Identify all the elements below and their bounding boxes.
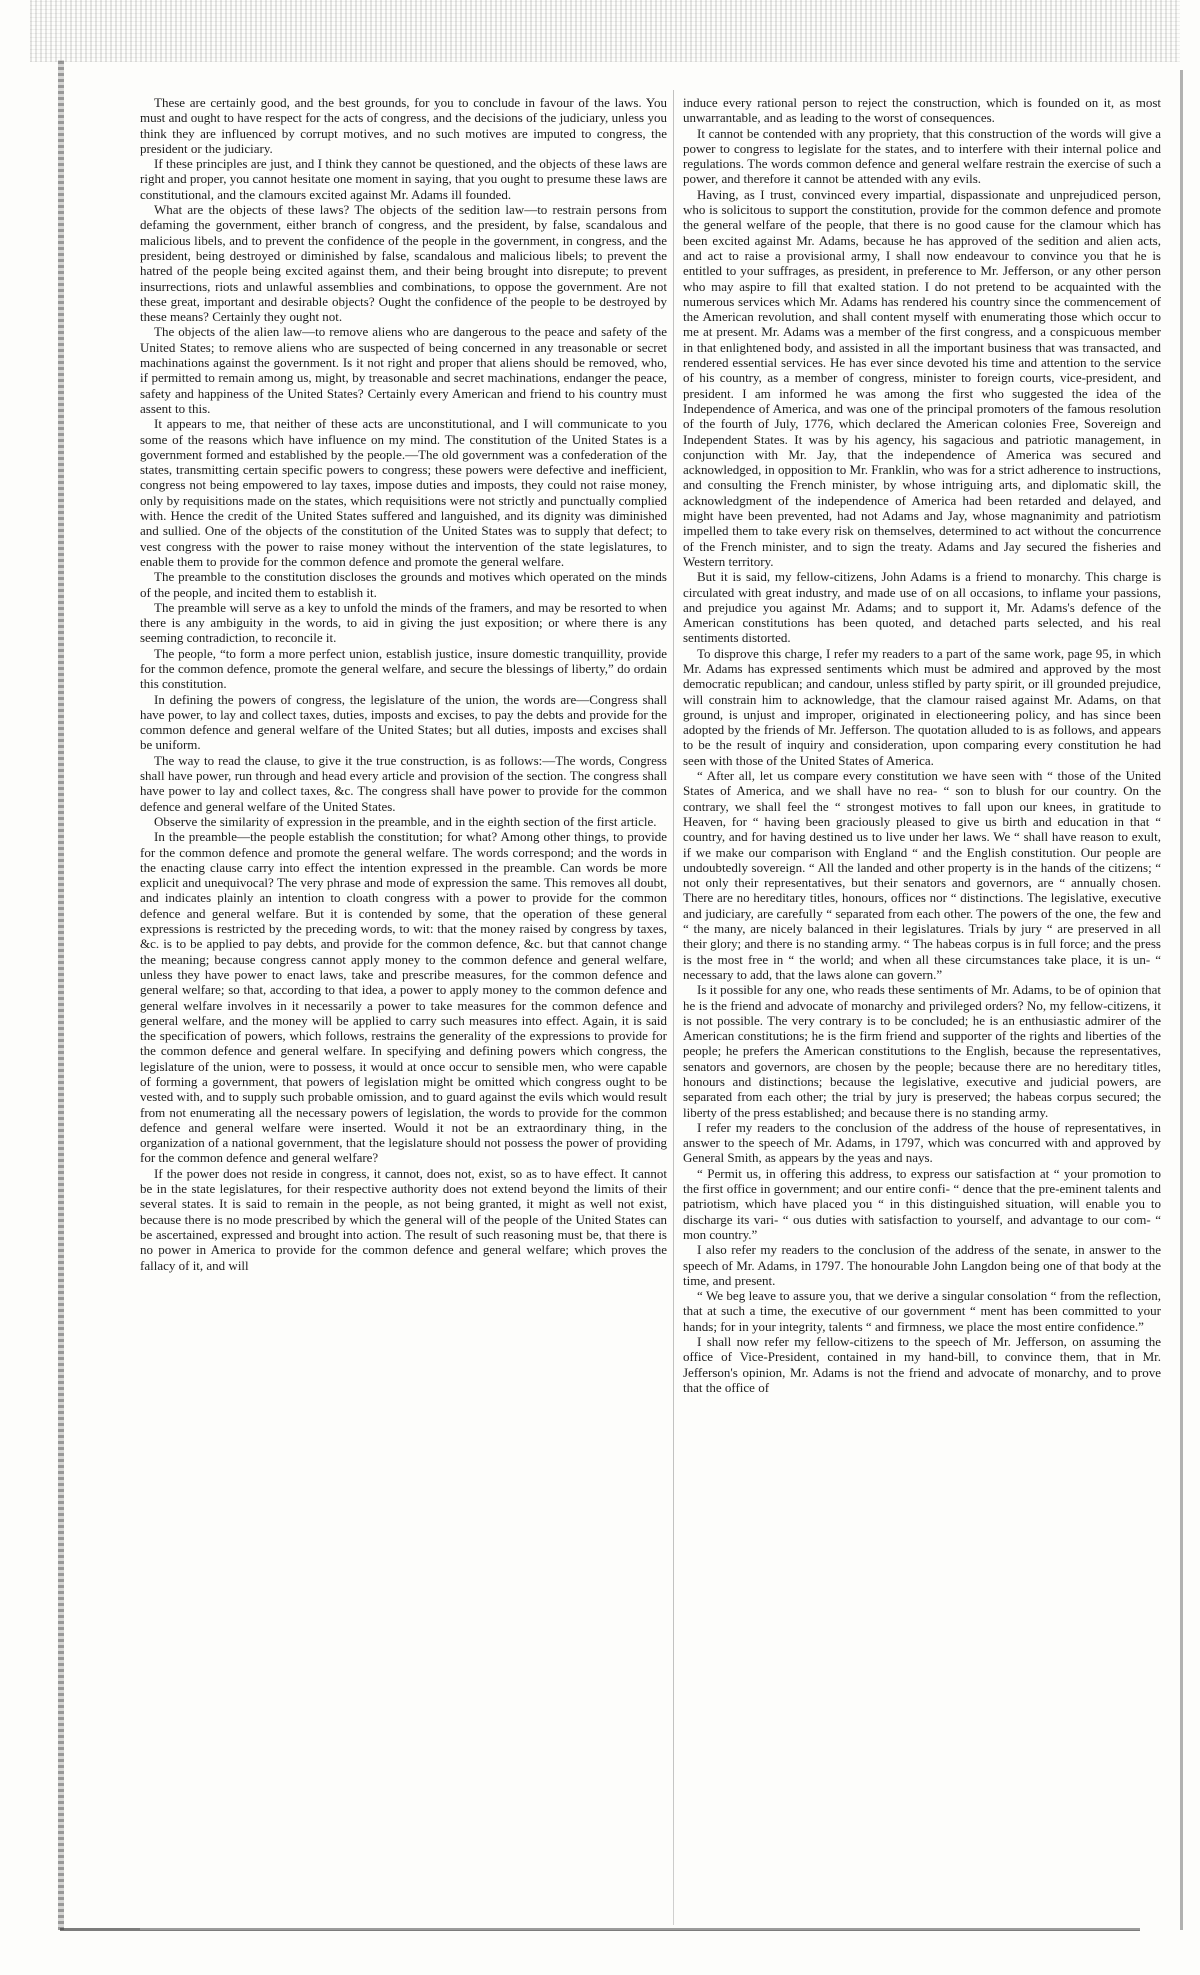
paragraph: The preamble will serve as a key to unfold the minds of the framers, and may be resorted to when there is any ambiguity in the words, to aid in giving the just exposition; or where there is any seeming contradiction, to reconcile it. [140,599,667,646]
paragraph: I also refer my readers to the conclusion of the address of the senate, in answer to the speech of Mr. Adams, in 1797. The honourable John Langdon being one of that body at the time, and present. [683,1242,1161,1288]
paragraph: If these principles are just, and I think they cannot be questioned, and the objects of these laws are right and proper, you cannot hesitate one moment in saying, that you ought to presume these laws are constitutional, and the clamours excited against Mr. Adams ill founded. [140,156,667,202]
quotation: “ Permit us, in offering this address, to express our satisfaction at “ your promotion to the first office in government; and our entire confi- “ dence that the pre-eminent talents and patriotism, which have placed you “ in this distinguished situation, will enable you to discharge its vari- “ ous duties with satisfaction to yourself, and advantage to our com- “ mon country.” [683,1165,1161,1242]
paragraph: The way to read the clause, to give it the true construction, is as follows:—The words, Congress shall have power, run through and head every article and provision of the section. The congress shall have power to lay and collect taxes, &c. The congress shall have power to provide for the common defence and general welfare of the United States. [140,752,667,814]
paragraph: Is it possible for any one, who reads these sentiments of Mr. Adams, to be of opinion that he is the friend and advocate of monarchy and privileged orders? No, my fellow-citizens, it is not possible. The very contrary is to be concluded; he is an enthusiastic admirer of the American constitutions; he is the firm friend and supporter of the rights and liberties of the people; he prefers the American constitutions to the English, because the representatives, senators and governors, are chosen by the people; because there are no hereditary titles, honours and distinctions; because the legislative, executive and judicial powers, are separated from each other; the trial by jury is preserved; the habeas corpus secured; the liberty of the press established; and because there is no standing army. [683,982,1161,1120]
paragraph: I shall now refer my fellow-citizens to the speech of Mr. Jefferson, on assuming the office of Vice-President, contained in my hand-bill, to convince them, that in Mr. Jefferson's opinion, Mr. Adams is not the friend and advocate of monarchy, and to prove that the office of [683,1334,1161,1395]
paragraph: The objects of the alien law—to remove aliens who are dangerous to the peace and safety of the United States; to remove aliens who are suspected of being concerned in any treasonable or secret machinations against the government. Is it not right and proper that aliens should be removed, who, if permitted to remain among us, might, by treasonable and secret machinations, endanger the peace, safety and happiness of the United States? Certainly every American and friend to his country must assent to this. [140,324,667,416]
paragraph: The people, “to form a more perfect union, establish justice, insure domestic tranquillity, provide for the common defence, promote the general welfare, and secure the blessings of liberty,” do ordain this constitution. [140,645,667,692]
paragraph: These are certainly good, and the best grounds, for you to conclude in favour of the laws. You must and ought to have respect for the acts of congress, and the decisions of the judiciary, unless you think they are influenced by corrupt motives, and no such motives are imputed to congress, the president or the judiciary. [140,95,667,156]
column-divider [673,90,674,1925]
left-text-column [140,95,667,1925]
quotation: “ We beg leave to assure you, that we derive a singular consolation “ from the reflection, that at such a time, the executive of our government “ ment has been committed to your hands; for in your integrity, talents “ and firmness, we place the most entire confidence.” [683,1288,1161,1334]
quotation: “ After all, let us compare every constitution we have seen with “ those of the United States of America, and we shall have no rea- “ son to blush for our country. On the contrary, we shall feel the “ strongest motives to fall upon our knees, in gratitude to Heaven, for “ having been graciously pleased to give us birth and education in that “ country, and for having destined us to live under her laws. We “ shall have reason to exult, if we make our comparison with England “ and the English constitution. Our people are undoubtedly sovereign. “ All the landed and other property is in the hands of the citizens; “ not only their representatives, but their senators and governors, are “ annually chosen. There are no hereditary titles, honours, offices nor “ distinctions. The legislative, executive and judiciary, are carefully “ separated from each other. The powers of the one, the few and “ the many, are nicely balanced in their legislatures. Trials by jury “ are preserved in all their glory; and there is no standing army. “ The habeas corpus is in full force; and the press is the most free in “ the world; and when all these circumstances take place, it is un- “ necessary to add, that the laws alone can govern.” [683,768,1161,982]
paragraph: But it is said, my fellow-citizens, John Adams is a friend to monarchy. This charge is circulated with great industry, and made use of on all occasions, to inflame your passions, and prejudice you against Mr. Adams; and to support it, Mr. Adams's defence of the American constitutions has been quoted, and detached parts selected, and his real sentiments distorted. [683,569,1161,646]
paragraph: Having, as I trust, convinced every impartial, dispassionate and unprejudiced person, who is solicitous to support the constitution, provide for the common defence and promote the general welfare of the people, that there is no good cause for the clamour which has been excited against Mr. Adams, because he has approved of the sedition and alien acts, and act to raise a provisional army, I shall now endeavour to convince you that he is entitled to your suffrages, as president, in preference to Mr. Jefferson, or any other person who may aspire to fill that exalted station. I do not pretend to be acquainted with the numerous services which Mr. Adams has rendered his country since the commencement of the American revolution, and shall content myself with enumerating those which occur to me at present. Mr. Adams was a member of the first congress, and a conspicuous member in that enlightened body, and assisted in all the important business that was transacted, and rendered essential services. He has ever since devoted his time and attention to the service of his country, as a member of congress, minister to foreign courts, vice-president, and president. I am informed he was among the first who suggested the idea of the Independence of America, and was one of the principal promoters of the famous resolution of the fourth of July, 1776, which declared the American colonies Free, Sovereign and Independent States. It was by his agency, his sagacious and patriotic management, in conjunction with Mr. Jay, that the independence of America was secured and acknowledged, in opposition to Mr. Franklin, who was for a strict adherence to instructions, and consulting the French minister, by whose intriguing arts, and diplomatic skill, the acknowledgment of the independence of America had been retarded and delayed, and might have been prevented, had not Adams and Jay, whose magnanimity and patriotism impelled them to take every risk on themselves, determined to act without the concurrence of the French minister, and to sign the treaty. Adams and Jay secured the fisheries and Western territory. [683,186,1161,569]
paragraph: In the preamble—the people establish the constitution; for what? Among other things, to provide for the common defence and promote the general welfare. The words correspond; and the words in the enacting clause carry into effect the intention expressed in the preamble. Can words be more explicit and unequivocal? The very phrase and mode of expression the same. This removes all doubt, and indicates plainly an intention to cloath congress with a power to provide for the common defence and general welfare. But it is contended by some, that the operation of these general expressions is restricted by the preceding words, to wit: that the money raised by congress by taxes, &c. is to be applied to pay debts, and provide for the common defence, &c. but that cannot change the meaning; because congress cannot apply money to the common defence and general welfare, unless they have power to enact laws, take and prescribe measures, for the common defence and general welfare; so that, according to that idea, a power to apply money to the common defence and general welfare involves in it necessarily a power to take measures for the common defence and general welfare, and the money will be applied to carry such measures into effect. Again, it is said the specification of powers, which follows, restrains the generality of the expressions to provide for the common defence and general welfare. In specifying and defining powers which congress, the legislature of the union, were to possess, it would at once occur to sensible men, who were capable of forming a government, that powers of legislation might be omitted which congress ought to be vested with, and to supply such probable omission, and to guard against the evils which would result from not enumerating all the necessary powers of legislation, the words to provide for the common defence and general welfare were inserted. Would it not be an extraordinary thing, in the organization of a national government, that the legislature should not possess the power of providing for the common defence and general welfare? [140,829,667,1166]
paragraph: What are the objects of these laws? The objects of the sedition law—to restrain persons from defaming the government, either branch of congress, and the president, by false, scandalous and malicious libels, and to prevent the confidence of the people in the government, in congress, and the president, being destroyed or diminished by false, scandalous and malicious libels; to prevent the hatred of the people being excited against them, and their being brought into disrepute; to prevent insurrections, riots and unlawful assemblies and combinations, to oppose the government. Are not these great, important and desirable objects? Ought the confidence of the people to be destroyed by these means? Certainly they ought not. [140,202,667,325]
scan-noise-top [30,0,1180,62]
paragraph: The preamble to the constitution discloses the grounds and motives which operated on the minds of the people, and incited them to establish it. [140,569,667,600]
paragraph: It cannot be contended with any propriety, that this construction of the words will give a power to congress to legislate for the states, and to interfere with their internal police and regulations. The words common defence and general welfare restrain the exercise of such a power, and therefore it cannot be attended with any evils. [683,125,1161,187]
paragraph: To disprove this charge, I refer my readers to a part of the same work, page 95, in which Mr. Adams has expressed sentiments which must be admired and approved by the most democratic republican; and candour, unless stifled by party spirit, or ill grounded prejudice, will constrain him to acknowledge, that the clamour raised against Mr. Adams, on that ground, is unjust and improper, originated in electioneering policy, and has since been adopted by the friends of Mr. Jefferson. The quotation alluded to is as follows, and appears to be the result of inquiry and consideration, upon comparing every constitution he had seen with those of the United States of America. [683,645,1161,768]
left-margin-border [58,60,64,1930]
paragraph: induce every rational person to reject the construction, which is founded on it, as most unwarrantable, and as leading to the worst of consequences. [683,95,1161,126]
right-page-edge [1180,70,1183,1930]
paragraph: I refer my readers to the conclusion of the address of the house of representatives, in answer to the speech of Mr. Adams, in 1797, which was concurred with and approved by General Smith, as appears by the yeas and nays. [683,1119,1161,1166]
paragraph: If the power does not reside in congress, it cannot, does not, exist, so as to have effect. It cannot be in the state legislatures, for their respective authority does not extend beyond the limits of their several states. It is said to remain in the people, as not being granted, it might as well not exist, because there is no mode prescribed by which the general will of the people of the United States can be ascertained, expressed and brought into action. The result of such reasoning must be, that there is no power in America to provide for the common defence and general welfare; which proves the fallacy of it, and will [140,1165,667,1273]
right-text-column [683,95,1161,1925]
paragraph: In defining the powers of congress, the legislature of the union, the words are—Congress shall have power, to lay and collect taxes, duties, imposts and excises, to pay the debts and provide for the common defence and general welfare of the United States; but all duties, imposts and excises shall be uniform. [140,691,667,753]
paragraph: Observe the similarity of expression in the preamble, and in the eighth section of the first article. [154,813,657,829]
bottom-rule [60,1928,1140,1931]
paragraph: It appears to me, that neither of these acts are unconstitutional, and I will communicate to you some of the reasons which have influence on my mind. The constitution of the United States is a government formed and established by the people.—The old government was a confederation of the states, transmitting certain specific powers to congress; these powers were defective and inefficient, congress not being empowered to lay taxes, impose duties and imposts, they could not raise money, only by requisitions made on the states, which requisitions were not strictly and punctually complied with. Hence the credit of the United States suffered and languished, and its dignity was diminished and sullied. One of the objects of the constitution of the United States was to supply that defect; to vest congress with the power to raise money without the intervention of the state legislatures, to enable them to provide for the common defence and promote the general welfare. [140,416,667,569]
